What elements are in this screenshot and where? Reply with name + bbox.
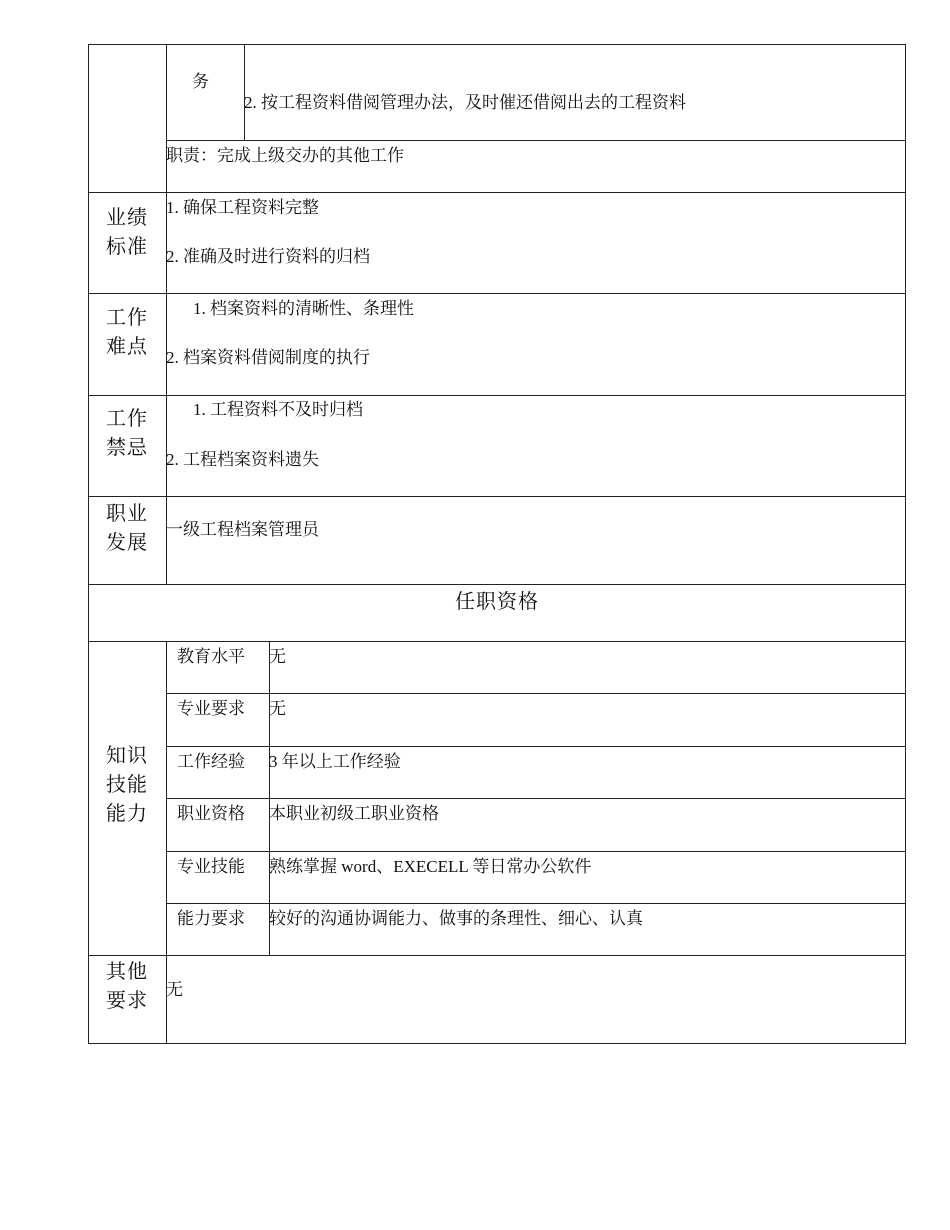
divider	[166, 851, 906, 852]
label-line: 标准	[106, 236, 148, 258]
difficulties-label	[88, 304, 166, 362]
performance-item: 1. 确保工程资料完整	[166, 198, 319, 217]
label-line: 职业	[106, 503, 148, 525]
job-description-table	[88, 44, 906, 1044]
knowledge-key: 能力要求	[177, 909, 245, 928]
label-line: 业绩	[106, 207, 148, 229]
knowledge-value: 本职业初级工职业资格	[269, 804, 439, 823]
knowledge-value: 无	[269, 647, 286, 666]
taboo-item: 1. 工程资料不及时归档	[193, 400, 363, 419]
label-line: 要求	[106, 990, 148, 1012]
divider	[166, 44, 167, 585]
knowledge-key: 专业技能	[177, 857, 245, 876]
other-label	[88, 958, 166, 1016]
knowledge-key: 专业要求	[177, 699, 245, 718]
divider	[166, 903, 906, 904]
other-value: 无	[166, 980, 183, 999]
knowledge-value: 无	[269, 699, 286, 718]
label-line: 其他	[106, 961, 148, 983]
knowledge-label	[88, 742, 166, 829]
divider	[88, 955, 906, 956]
label-line: 工作	[106, 307, 148, 329]
label-line: 发展	[106, 532, 148, 554]
duties-left-label: 务	[192, 72, 209, 91]
knowledge-key: 职业资格	[177, 804, 245, 823]
difficulty-item: 2. 档案资料借阅制度的执行	[166, 348, 370, 367]
divider	[88, 395, 906, 396]
duty-other: 职责：完成上级交办的其他工作	[166, 146, 404, 165]
divider	[88, 192, 906, 193]
performance-label	[88, 204, 166, 262]
divider	[166, 693, 906, 694]
knowledge-value: 熟练掌握 word、EXECELL 等日常办公软件	[269, 857, 592, 876]
taboo-item: 2. 工程档案资料遗失	[166, 450, 319, 469]
career-value: 一级工程档案管理员	[166, 520, 319, 539]
label-line: 技能	[106, 774, 148, 796]
knowledge-key: 教育水平	[177, 647, 245, 666]
qualification-title: 任职资格	[455, 591, 539, 613]
taboos-label	[88, 405, 166, 463]
career-label	[88, 500, 166, 558]
divider	[88, 293, 906, 294]
divider	[166, 140, 906, 141]
label-line: 能力	[106, 803, 148, 825]
knowledge-value: 较好的沟通协调能力、做事的条理性、细心、认真	[269, 909, 643, 928]
duty-item-2: 2. 按工程资料借阅管理办法，及时催还借阅出去的工程资料	[244, 93, 686, 112]
difficulty-item: 1. 档案资料的清晰性、条理性	[193, 299, 414, 318]
knowledge-key: 工作经验	[177, 752, 245, 771]
label-line: 工作	[106, 408, 148, 430]
divider	[166, 746, 906, 747]
knowledge-value: 3 年以上工作经验	[269, 752, 401, 771]
divider	[88, 496, 906, 497]
performance-item: 2. 准确及时进行资料的归档	[166, 247, 370, 266]
label-line: 知识	[106, 745, 148, 767]
divider	[166, 798, 906, 799]
divider	[88, 584, 906, 585]
label-line: 禁忌	[106, 437, 148, 459]
label-line: 难点	[106, 336, 148, 358]
divider	[88, 641, 906, 642]
